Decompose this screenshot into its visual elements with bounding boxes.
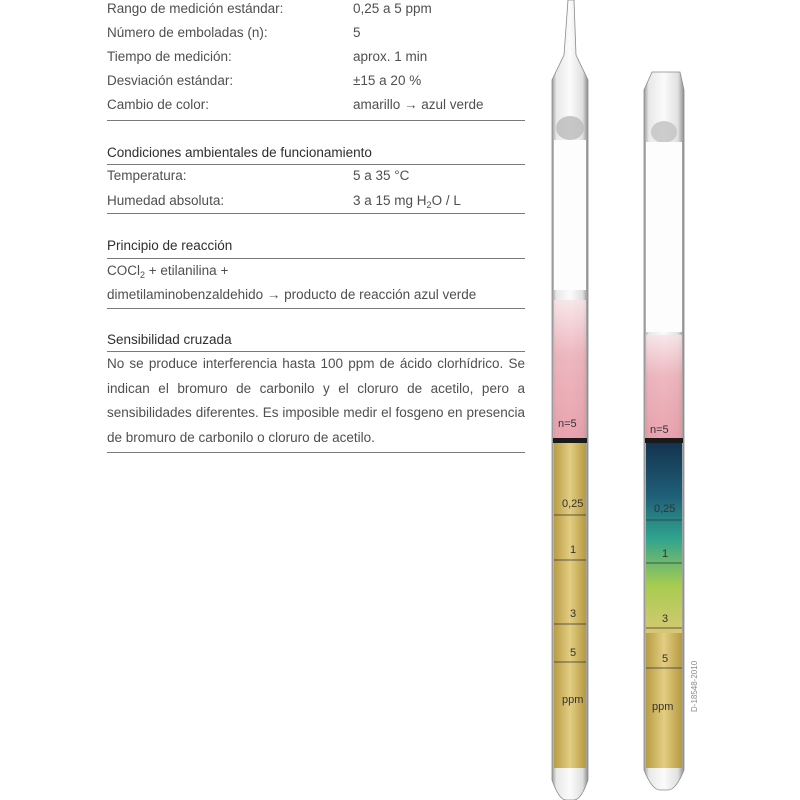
- unit-label: ppm: [652, 701, 674, 713]
- condition-row: [107, 166, 525, 190]
- section-divider: [107, 213, 525, 214]
- cross-heading: Sensibilidad cruzada: [107, 332, 232, 347]
- temperature-label: Temperatura:: [107, 168, 187, 183]
- section-divider: [107, 258, 525, 259]
- section-divider: [107, 452, 525, 453]
- scale-label: 3: [570, 608, 577, 620]
- unit-label: ppm: [562, 694, 584, 706]
- stroke-mark-label: n=5: [558, 418, 577, 430]
- scale-label: 5: [570, 647, 577, 659]
- used-tube: [644, 72, 684, 790]
- spec-value: amarillo → azul verde: [353, 97, 484, 112]
- reaction-line-1: COCl$_2$ + etilanilina +: [107, 263, 229, 280]
- humidity-value: 3 a 15 mg $H_2O$ / L: [353, 193, 461, 210]
- spec-row: [107, 95, 525, 119]
- scale-label: 1: [570, 544, 577, 556]
- spec-label: Desviación estándar:: [107, 73, 234, 88]
- specs-table: [107, 0, 525, 119]
- reaction-line-2: dimetilaminobenzaldehido → producto de reacción azul verde: [107, 287, 477, 302]
- spec-label: Rango de medición estándar:: [107, 1, 284, 16]
- scale-label: 0,25: [654, 503, 676, 515]
- spec-value: 5: [353, 25, 361, 40]
- stroke-mark-label: n=5: [650, 424, 669, 436]
- reaction-heading: Principio de reacción: [107, 238, 233, 253]
- spec-row: [107, 23, 525, 47]
- section-divider: [107, 120, 525, 121]
- humidity-label: Humedad absoluta:: [107, 193, 225, 208]
- unused-tube: [552, 0, 588, 800]
- cross-text: No se produce interferencia hasta 100 ppm de ácido clorhídrico. Se indican el bromuro de carbonilo y el cloruro de acetilo, pero a sensibilidades diferentes. Es imposible medir el fosgeno en presencia de bromuro de carbonilo o cloruro de acetilo.: [107, 356, 525, 445]
- spec-label: Número de emboladas (n):: [107, 25, 268, 40]
- temperature-value: 5 a 35 °C: [353, 168, 410, 183]
- scale-label: 3: [662, 613, 669, 625]
- scale-label: 5: [662, 653, 669, 665]
- spec-value: ±15 a 20 %: [353, 73, 422, 88]
- spec-row: [107, 0, 525, 23]
- spec-value: aprox. 1 min: [353, 49, 428, 64]
- spec-row: [107, 47, 525, 71]
- spec-row: [107, 71, 525, 95]
- spec-label: Tiempo de medición:: [107, 49, 232, 64]
- spec-label: Cambio de color:: [107, 97, 210, 112]
- scale-label: 1: [662, 548, 669, 560]
- conditions-heading: Condiciones ambientales de funcionamiento: [107, 145, 372, 160]
- figure-credit: D-18548-2010: [690, 660, 699, 712]
- condition-row: [107, 191, 525, 215]
- section-divider: [107, 164, 525, 165]
- spec-value: 0,25 a 5 ppm: [353, 1, 432, 16]
- scale-label: 0,25: [562, 498, 584, 510]
- section-divider: [107, 308, 525, 309]
